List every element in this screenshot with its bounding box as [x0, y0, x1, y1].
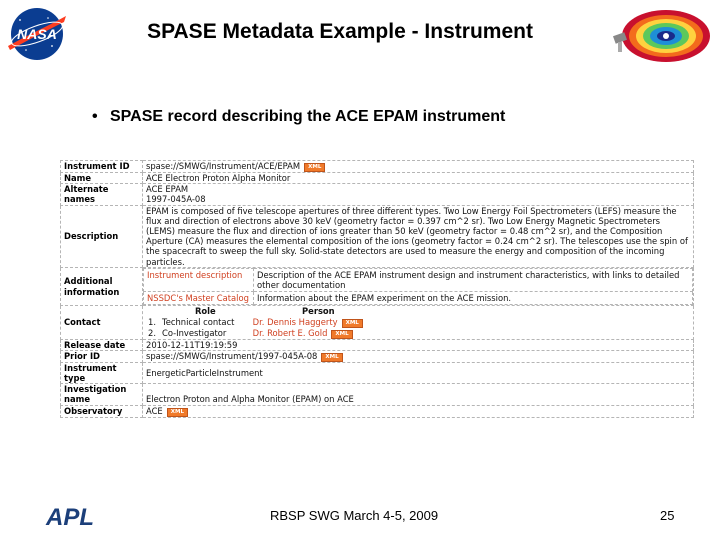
- nasa-logo: [4, 6, 70, 62]
- label-instrument-type: Instrument type: [61, 362, 143, 383]
- row-alternate-names: [61, 184, 694, 205]
- row-name: [61, 173, 694, 184]
- contact-header: [146, 306, 386, 316]
- radiation-belt-image: [608, 6, 714, 64]
- info-row: [144, 268, 693, 291]
- label-alternate-names: Alternate names: [61, 184, 143, 205]
- contact-row: [146, 317, 386, 328]
- info-row: [144, 292, 693, 305]
- label-description: Description: [61, 205, 143, 267]
- row-contact: [61, 306, 694, 339]
- contact-role: Co-Investigator: [162, 327, 227, 338]
- label-observatory: Observatory: [61, 405, 143, 417]
- row-prior-id: [61, 350, 694, 362]
- label-contact: Contact: [61, 306, 143, 339]
- footer-text: RBSP SWG March 4-5, 2009: [270, 508, 439, 523]
- label-investigation-name: Investigation name: [61, 384, 143, 405]
- info-link-instrument-description[interactable]: Instrument description: [144, 268, 254, 291]
- label-name: Name: [61, 173, 143, 184]
- contact-number: 1.: [148, 316, 156, 327]
- info-description: Information about the EPAM experiment on the ACE mission.: [254, 292, 693, 305]
- xml-badge[interactable]: XML: [167, 408, 188, 417]
- contact-role: Technical contact: [162, 316, 235, 327]
- row-instrument-id: [61, 161, 694, 173]
- info-link-nssdc-catalog[interactable]: NSSDC's Master Catalog: [144, 292, 254, 305]
- slide-title: SPASE Metadata Example - Instrument: [147, 20, 533, 43]
- row-additional-information: [61, 267, 694, 306]
- label-additional-information: Additional information: [61, 267, 143, 306]
- row-instrument-type: [61, 362, 694, 383]
- row-investigation-name: [61, 384, 694, 405]
- bullet-icon: •: [92, 108, 98, 125]
- contact-role-header: Role: [194, 306, 216, 317]
- label-release-date: Release date: [61, 339, 143, 350]
- info-description: Description of the ACE EPAM instrument design and instrument characteristics, with links to detailed other documentation: [254, 268, 693, 291]
- row-observatory: [61, 405, 694, 417]
- observatory-value: ACE: [146, 405, 163, 416]
- apl-logo: [44, 500, 96, 530]
- page-number: 25: [660, 508, 675, 523]
- xml-badge[interactable]: XML: [321, 353, 342, 362]
- row-release-date: [61, 339, 694, 350]
- xml-badge[interactable]: XML: [304, 163, 325, 172]
- contact-person-header: Person: [302, 306, 335, 317]
- release-date-value: 2010-12-11T19:19:59: [143, 339, 694, 350]
- contact-person-link[interactable]: Dr. Dennis Haggerty: [252, 316, 338, 327]
- contact-person-link[interactable]: Dr. Robert E. Gold: [252, 327, 328, 338]
- bullet-text: SPASE record describing the ACE EPAM instrument: [110, 108, 506, 125]
- xml-badge[interactable]: XML: [342, 319, 363, 328]
- alternate-name: 1997-045A-08: [146, 194, 206, 205]
- instrument-type-value: EnergeticParticleInstrument: [143, 362, 694, 383]
- alternate-name: ACE EPAM: [146, 184, 189, 195]
- instrument-id-value: spase://SMWG/Instrument/ACE/EPAM: [146, 161, 301, 171]
- xml-badge[interactable]: XML: [331, 330, 352, 339]
- spase-record-table: [60, 160, 694, 468]
- contact-row: [146, 328, 386, 339]
- description-value: EPAM is composed of five telescope apertures of three different types. Two Low Energy Foil Spectrometers (LEFS) measure the flux and direction of electrons above 30 keV (geometry factor = 0.397 cm^2 sr). Two Low Energy Magnetic Spectrometers (LEMS) measure the flux and direction of ions greater than 50 keV (geometry factor = 0.48 cm^2 sr), and the Composition Aperture (CA) measures the elemental composition of the ions (geometry factor = 0.24 cm^2 sr). The telescopes use the spin of the spacecraft to sweep the full sky. Solid-state detectors are used to measure the energy and composition of the incoming particles.: [143, 205, 694, 267]
- apl-logo-text: APL: [46, 504, 94, 530]
- name-value: ACE Electron Proton Alpha Monitor: [143, 173, 694, 184]
- row-description: [61, 205, 694, 267]
- bullet-point: [92, 108, 505, 126]
- investigation-name-value: Electron Proton and Alpha Monitor (EPAM) on ACE: [143, 384, 694, 405]
- contact-number: 2.: [148, 327, 156, 338]
- label-prior-id: Prior ID: [61, 350, 143, 362]
- nasa-logo-text: NASA: [17, 26, 57, 42]
- prior-id-value: spase://SMWG/Instrument/1997-045A-08: [146, 350, 318, 361]
- label-instrument-id: Instrument ID: [61, 161, 143, 173]
